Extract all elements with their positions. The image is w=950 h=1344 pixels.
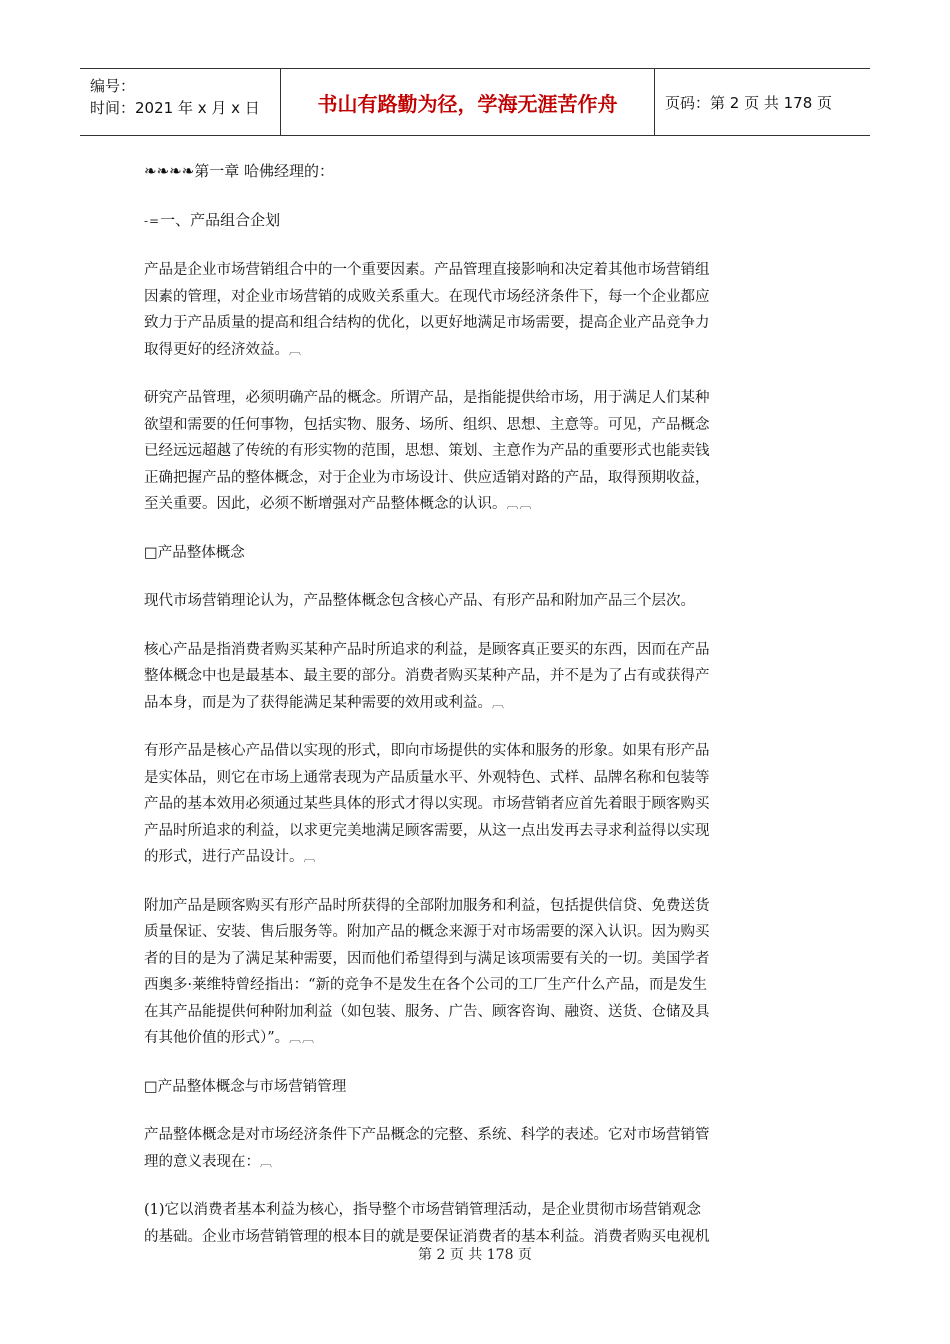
paragraph-4: 核心产品是指消费者购买某种产品时所追求的利益，是顾客真正要买的东西，因而在产品 整体概念中也是最基本、最主要的部分。消费者购买某种产品，并不是为了占有或获得产 品本身，而是为了获得能满足某种需要的效用或利益。︹ bbox=[144, 641, 710, 711]
subheading-product-concept: □产品整体概念 bbox=[144, 544, 245, 561]
header-meta bbox=[80, 69, 280, 135]
paragraph-5: 有形产品是核心产品借以实现的形式，即向市场提供的实体和服务的形象。如果有形产品 是实体品，则它在市场上通常表现为产品质量水平、外观特色、式样、品牌名称和包装等 产品的基本效用必须通过某些具体的形式才得以实现。市场营销者应首先着眼于顾客购买 产品时所追求的利益，以求更完美地满足顾客需要，从这一点出发再去寻求利益得以实现 的形式，进行产品设计。︹ bbox=[144, 743, 710, 865]
paragraph-6: 附加产品是顾客购买有形产品时所获得的全部附加服务和利益，包括提供信贷、免费送货 质量保证、安装、售后服务等。附加产品的概念来源于对市场需要的深入认识。因为购买 者的目的是为了满足某种需要，因而他们希望得到与满足该项需要有关的一切。美国学者 西奥多·莱维特曾经指出：“新的竞争不是发生在各个公司的工厂生产什么产品，而是发生 在其产品能提供何种附加利益（如包装、服务、广告、顾客咨询、融资、送货、仓储及具 有其他价值的形式）”。︹︹ bbox=[144, 897, 710, 1046]
header-page-label: 页码：第 2 页 共 178 页 bbox=[665, 93, 833, 112]
paragraph-end-mark: ︹ bbox=[303, 850, 317, 864]
paragraph-end-mark: ︹ bbox=[492, 695, 506, 710]
document-header bbox=[80, 68, 870, 136]
paragraph-7: 产品整体概念是对市场经济条件下产品概念的完整、系统、科学的表述。它对市场营销管 理的意义表现在：︹ bbox=[144, 1127, 710, 1170]
paragraph-end-mark: ︹︹ bbox=[289, 1031, 316, 1045]
section-mark: -= bbox=[144, 214, 161, 228]
paragraph-1: 产品是企业市场营销组合中的一个重要因素。产品管理直接影响和决定着其他市场营销组 因素的管理，对企业市场营销的成败关系重大。在现代市场经济条件下，每一个企业都应 致力于产品质量的提高和组合结构的优化，以更好地满足市场需要，提高企业产品竞争力 取得更好的经济效益。︹ bbox=[144, 262, 710, 358]
document-time-label: 时间：2021 年 x 月 x 日 bbox=[90, 99, 260, 117]
section-title: -=一、产品组合企划 bbox=[144, 211, 281, 229]
paragraph-end-mark: ︹ bbox=[260, 1154, 274, 1169]
document-number-label: 编号： bbox=[90, 77, 136, 95]
document-body bbox=[144, 158, 810, 1250]
page-footer: 第 2 页 共 178 页 bbox=[418, 1247, 532, 1263]
subheading-marketing-management: □产品整体概念与市场营销管理 bbox=[144, 1078, 347, 1095]
paragraph-3: 现代市场营销理论认为，产品整体概念包含核心产品、有形产品和附加产品三个层次。 bbox=[144, 593, 695, 609]
paragraph-end-mark: ︹ bbox=[289, 342, 303, 357]
header-motto: 书山有路勤为径，学海无涯苦作舟 bbox=[280, 69, 655, 135]
chapter-title: ❧❧❧❧第一章 哈佛经理的： bbox=[144, 162, 335, 180]
paragraph-2: 研究产品管理，必须明确产品的概念。所谓产品，是指能提供给市场，用于满足人们某种 欲望和需要的任何事物，包括实物、服务、场所、组织、思想、主意等。可见，产品概念 已经远远超越了传统的有形实物的范围，思想、策划、主意作为产品的重要形式也能卖钱 正确把握产品的整体概念，对于企业为市场设计、供应适销对路的产品，取得预期收益， 至关重要。因此，必须不断增强对产品整体概念的认识。︹︹ bbox=[144, 390, 710, 512]
paragraph-end-mark: ︹︹ bbox=[506, 497, 533, 511]
paragraph-8: (1)它以消费者基本利益为核心，指导整个市场营销管理活动，是企业贯彻市场营销观念 的基础。企业市场营销管理的根本目的就是要保证消费者的基本利益。消费者购买电视机 bbox=[144, 1202, 710, 1245]
chapter-decoration: ❧❧❧❧ bbox=[144, 162, 195, 180]
